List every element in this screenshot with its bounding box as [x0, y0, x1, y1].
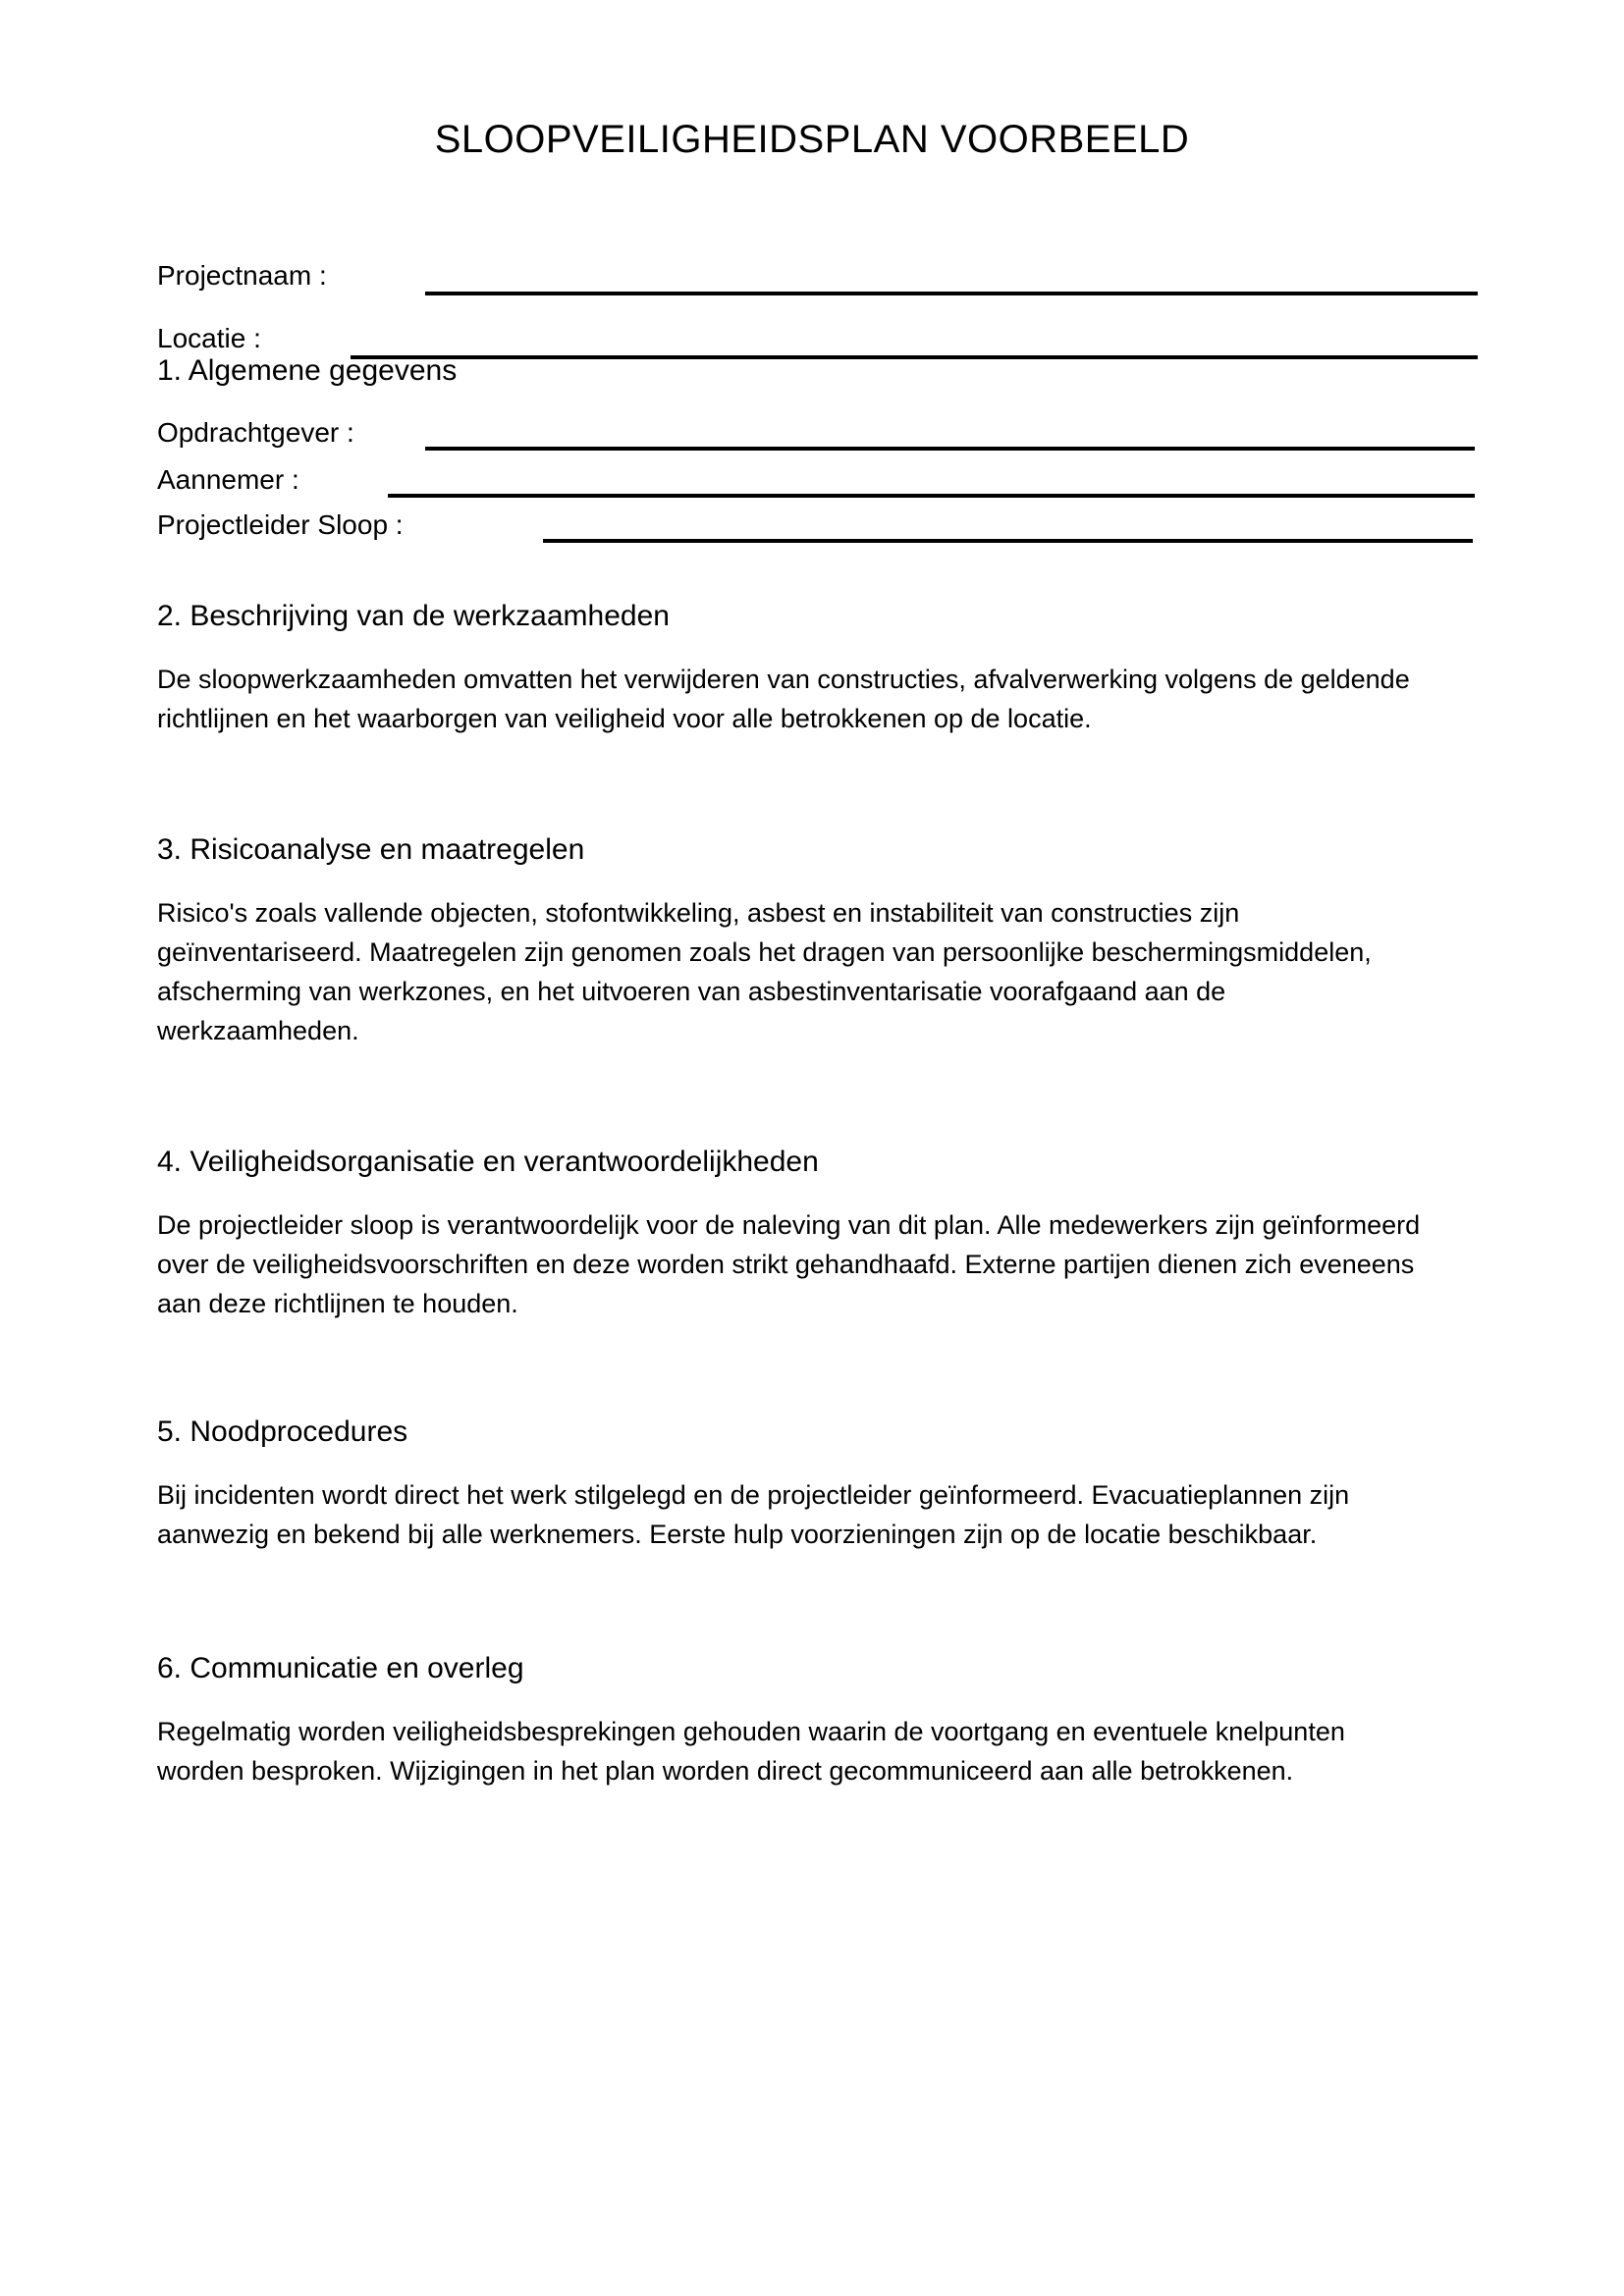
section-heading-1: 1. Algemene gegevens — [157, 354, 458, 387]
paragraph-line: werkzaamheden. — [157, 1016, 359, 1045]
section-heading-5: 5. Noodprocedures — [157, 1415, 408, 1448]
field-line-projectleider-sloop — [543, 539, 1473, 543]
section-heading-4: 4. Veiligheidsorganisatie en verantwoordelijkheden — [157, 1146, 819, 1178]
field-label-projectnaam: Projectnaam : — [157, 260, 327, 291]
field-label-opdrachtgever: Opdrachtgever : — [157, 417, 354, 448]
paragraph-line: aan deze richtlijnen te houden. — [157, 1289, 518, 1318]
field-label-aannemer: Aannemer : — [157, 464, 299, 495]
document-title: SLOOPVEILIGHEIDSPLAN VOORBEELD — [434, 118, 1190, 161]
field-label-locatie: Locatie : — [157, 323, 261, 353]
paragraph-line: Risico's zoals vallende objecten, stofontwikkeling, asbest en instabiliteit van constructies zijn — [157, 898, 1240, 928]
section-paragraph-5 — [157, 1475, 1349, 1554]
paragraph-line: worden besproken. Wijzigingen in het plan worden direct gecommuniceerd aan alle betrokkenen. — [157, 1756, 1294, 1786]
paragraph-line: De projectleider sloop is verantwoordelijk voor de naleving van dit plan. Alle medewerkers zijn geïnformeerd — [157, 1210, 1421, 1240]
paragraph-line: over de veiligheidsvoorschriften en deze worden strikt gehandhaafd. Externe partijen dienen zich eveneens — [157, 1250, 1415, 1279]
paragraph-line: afscherming van werkzones, en het uitvoeren van asbestinventarisatie voorafgaand aan de — [157, 977, 1226, 1006]
section-heading-6: 6. Communicatie en overleg — [157, 1652, 524, 1684]
section-paragraph-4 — [157, 1205, 1420, 1323]
section-paragraph-3 — [157, 893, 1372, 1050]
paragraph-line: richtlijnen en het waarborgen van veiligheid voor alle betrokkenen op de locatie. — [157, 704, 1092, 733]
section-heading-3: 3. Risicoanalyse en maatregelen — [157, 833, 585, 866]
section-heading-2: 2. Beschrijving van de werkzaamheden — [157, 600, 670, 632]
paragraph-line: Regelmatig worden veiligheidsbesprekingen gehouden waarin de voortgang en eventuele knelpunten — [157, 1717, 1345, 1746]
section-paragraph-6 — [157, 1712, 1345, 1790]
field-line-aannemer — [388, 494, 1475, 498]
field-label-projectleider-sloop: Projectleider Sloop : — [157, 509, 404, 540]
field-line-locatie — [351, 355, 1478, 359]
paragraph-line: geïnventariseerd. Maatregelen zijn genomen zoals het dragen van persoonlijke beschermingsmiddelen, — [157, 937, 1372, 967]
paragraph-line: De sloopwerkzaamheden omvatten het verwijderen van constructies, afvalverwerking volgens de geldende — [157, 665, 1410, 694]
paragraph-line: aanwezig en bekend bij alle werknemers. Eerste hulp voorzieningen zijn op de locatie beschikbaar. — [157, 1520, 1318, 1549]
section-paragraph-2 — [157, 660, 1410, 738]
field-line-opdrachtgever — [425, 447, 1475, 451]
field-line-projectnaam — [425, 292, 1478, 295]
paragraph-line: Bij incidenten wordt direct het werk stilgelegd en de projectleider geïnformeerd. Evacuatieplannen zijn — [157, 1480, 1350, 1510]
